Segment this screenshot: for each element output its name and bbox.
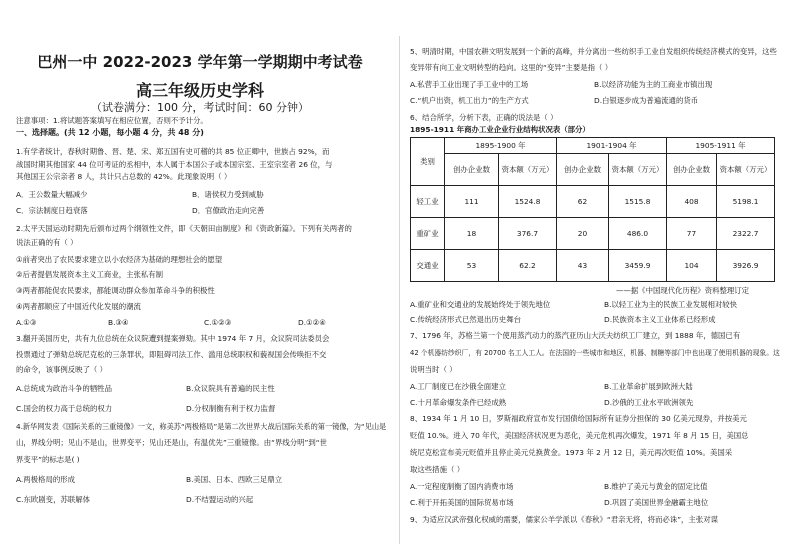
q7-option-d[interactable]: D.沙俄的工业水平欧洲领先 <box>604 398 694 407</box>
q1-line: 战国时期其他国家 44 位可考证的丞相中，本人属于本国公子或本国宗室、王室宗室者 26 位，与 <box>16 160 333 169</box>
row-label: 轻工业 <box>411 186 445 218</box>
q8-line: 取这些措施（ ） <box>410 465 465 474</box>
q2-option-c[interactable]: C.①②③ <box>204 318 232 327</box>
q8-line: 统尼克松宣布美元贬值并且停止美元兑换黄金。1973 年 2 月 12 日，美元再次贬值 10%。美国采 <box>410 448 733 457</box>
q4-line: 界变平”的标志是( ) <box>16 455 80 464</box>
q2-option-b[interactable]: B.③④ <box>108 318 129 327</box>
industry-table <box>410 137 775 282</box>
table-cell: 62.2 <box>499 250 557 282</box>
table-row <box>411 186 775 218</box>
q2-item: ①前者突出了农民要求建立以小农经济为基础的理想社会的愿望 <box>16 255 223 264</box>
q4-option-a[interactable]: A.两极格局的形成 <box>16 475 76 484</box>
table-cell: 376.7 <box>499 218 557 250</box>
q3-line: 投票通过了弹劾总统尼克松的三条罪状，即阻碍司法工作、滥用总统职权和藐视国会传唤拒不交 <box>16 350 327 359</box>
q8-option-a[interactable]: A.一定程度制衡了国内消费市场 <box>410 482 514 491</box>
q3-option-d[interactable]: D.分权制衡有利于权力监督 <box>186 404 276 413</box>
q7-line: 42 个机器纺纱织厂，有 20700 名工人工人。在法国的一些城市和地区，机器、制糖等部门中也出现了使用机器的现象。这 <box>410 349 780 357</box>
table-cell: 2322.7 <box>717 218 775 250</box>
q6-option-a[interactable]: A.重矿业和交通业的发展始终处于领先地位 <box>410 300 551 309</box>
table-cell: 486.0 <box>609 218 667 250</box>
table-row <box>411 218 775 250</box>
table-title: 1895-1911 年商办工业企业行业结构状况表（部分） <box>410 125 590 134</box>
q4-option-c[interactable]: C.东欧剧变，苏联解体 <box>16 495 91 504</box>
q3-option-c[interactable]: C.国会的权力高于总统的权力 <box>16 404 113 413</box>
table-cell: 5198.1 <box>717 186 775 218</box>
table-cell: 18 <box>445 218 499 250</box>
q7-option-a[interactable]: A.工厂制度已在沙俄全面建立 <box>410 382 506 391</box>
table-cell: 111 <box>445 186 499 218</box>
q7-option-b[interactable]: B.工业革命扩展到欧洲大陆 <box>604 382 693 391</box>
q7-line: 7、1796 年，苏格兰第一个使用蒸汽动力的蒸汽亚历山大沃夫纺织工厂建立，到 1888 年，德国已有 <box>410 331 741 340</box>
exam-meta: （试卷满分：100 分，考试时间：60 分钟） <box>91 101 309 114</box>
q2-option-d[interactable]: D.①②④ <box>298 318 326 327</box>
q4-option-d[interactable]: D.不结盟运动的兴起 <box>186 495 254 504</box>
q1-option-c[interactable]: C．宗法制度日趋衰落 <box>16 206 88 215</box>
q1-line: 其他国王公宗亲者 8 人，共计只占总数的 42%。此现象说明（ ） <box>16 172 232 181</box>
q2-item: ②后者提倡发展资本主义工商业，主张私有制 <box>16 270 164 279</box>
q3-line: 的命令，该事例反映了（ ） <box>16 365 108 374</box>
column-divider <box>399 36 400 544</box>
q5-option-c[interactable]: C.“机户出资，机工出力”的生产方式 <box>410 96 529 105</box>
section-heading: 一、选择题。(共 12 小题，每小题 4 分，共 48 分) <box>16 128 204 137</box>
table-cell: 53 <box>445 250 499 282</box>
q3-option-a[interactable]: A.总统成为政治斗争的牺牲品 <box>16 384 112 393</box>
row-label: 重矿业 <box>411 218 445 250</box>
table-cell: 77 <box>667 218 717 250</box>
q3-line: 3.翻开美国历史，共有九位总统在众议院遭到提案弹劾。其中 1974 年 7 月，众议院司法委员会 <box>16 334 330 343</box>
q8-line: 贬值 10.%。进入 70 年代，美国经济状况更为恶化，美元危机再次爆发，1971 年 8 月 15 日，美国总 <box>410 431 749 440</box>
q9-line: 9、为适应汉武帝强化权威的需要，儒家公羊学派以《春秋》“君亲无将，将而必诛”，主张对谋 <box>410 515 718 524</box>
q6-option-d[interactable]: D.民族资本主义工业体系已经形成 <box>604 315 716 324</box>
q5-option-a[interactable]: A.私营手工业出现了手工业中的工场 <box>410 80 529 89</box>
q6-option-c[interactable]: C.传统经济形式已然退出历史舞台 <box>410 315 521 324</box>
q1-option-b[interactable]: B．诸侯权力受到威胁 <box>192 190 264 199</box>
table-cell: 408 <box>667 186 717 218</box>
q2-line: 说法正确的有（ ） <box>16 238 78 247</box>
table-cell: 20 <box>557 218 609 250</box>
table-cell: 104 <box>667 250 717 282</box>
table-header-category: 类别 <box>411 138 445 186</box>
q5-option-b[interactable]: B.以经济功能为主的工商业市镇出现 <box>594 80 713 89</box>
q8-line: 8、1934 年 1 月 10 日，罗斯福政府宣布发行国债给国际所有证券分担保的 30 亿美元现券，并按美元 <box>410 414 747 423</box>
period-header: 1905-1911 年 <box>667 138 775 154</box>
column-header: 资本额（万元） <box>717 154 775 186</box>
q4-line: 山，界线分明；见山不是山，世界变平；见山还是山，有温优先”三重镜像。由“界线分明”到“世 <box>16 438 327 447</box>
q5-option-d[interactable]: D.白银逐步成为普遍流通的货币 <box>594 96 699 105</box>
table-cell: 1515.8 <box>609 186 667 218</box>
table-cell: 62 <box>557 186 609 218</box>
q5-line: 5、明清时期，中国农耕文明发展到一个新的高峰，并分离出一些纺织手工业自发组织传统经济模式的变异，这些 <box>410 47 777 56</box>
row-label: 交通业 <box>411 250 445 282</box>
q6-option-b[interactable]: B.以轻工业为主的民族工业发展相对较快 <box>604 300 738 309</box>
table-cell: 1524.8 <box>499 186 557 218</box>
table-cell: 3459.9 <box>609 250 667 282</box>
q1-line: 1.有学者统计，春秋时期鲁、晋、楚、宋、郑五国有史可稽的共 85 位正卿中，世族占 92%，而 <box>16 147 330 156</box>
column-header: 创办企业数 <box>557 154 609 186</box>
table-row <box>411 250 775 282</box>
q1-option-a[interactable]: A．王公数量大幅减少 <box>16 190 88 199</box>
table-cell: 3926.9 <box>717 250 775 282</box>
q2-item: ④两者都顺应了中国近代化发展的潮流 <box>16 302 141 311</box>
column-header: 资本额（万元） <box>609 154 667 186</box>
table-cell: 43 <box>557 250 609 282</box>
notice-text: 注意事项：1.将试题答案填写在相应位置，否则不予计分。 <box>16 116 208 125</box>
exam-subtitle: 高三年级历史学科 <box>135 81 264 100</box>
q2-line: 2.太平天国运动时期先后颁布过两个纲领性文件，即《天朝田亩制度》和《资政新篇》。下列有关两者的 <box>16 224 352 233</box>
column-header: 创办企业数 <box>445 154 499 186</box>
q8-option-b[interactable]: B.维护了美元与黄金的固定比值 <box>604 482 708 491</box>
period-header: 1901-1904 年 <box>557 138 667 154</box>
q5-line: 变异带有向工业文明转型的趋向。这里的“变异”主要是指（ ） <box>410 63 613 72</box>
q6-intro: 6、结合所学，分析下表，正确的说法是（ ） <box>410 113 558 122</box>
q4-option-b[interactable]: B.美国、日本、西欧三足鼎立 <box>186 475 283 484</box>
q3-option-b[interactable]: B.众议院具有普遍的民主性 <box>186 384 275 393</box>
q1-option-d[interactable]: D．官僚政治走向完善 <box>192 206 265 215</box>
table-source: ——据《中国现代化历程》资料整理订定 <box>616 286 750 295</box>
q8-option-c[interactable]: C.利于开拓美国的国际贸易市场 <box>410 498 514 507</box>
exam-title: 巴州一中 2022-2023 学年第一学期期中考试卷 <box>37 53 363 71</box>
period-header: 1895-1900 年 <box>445 138 557 154</box>
q2-item: ③两者都能促农民要求，都能调动群众参加革命斗争的积极性 <box>16 286 215 295</box>
q4-line: 4.新华网发表《国际关系的三重镜像》一文，称美苏“两极格局”是第二次世界大战后国际关系的第一镜像，为“见山是 <box>16 422 387 431</box>
q7-line: 说明当时（ ） <box>410 365 457 374</box>
column-header: 创办企业数 <box>667 154 717 186</box>
column-header: 资本额（万元） <box>499 154 557 186</box>
q2-option-a[interactable]: A.①③ <box>16 318 37 327</box>
q8-option-d[interactable]: D.巩固了美国世界金融霸主地位 <box>604 498 709 507</box>
q7-option-c[interactable]: C.十月革命爆发条件已经成熟 <box>410 398 507 407</box>
